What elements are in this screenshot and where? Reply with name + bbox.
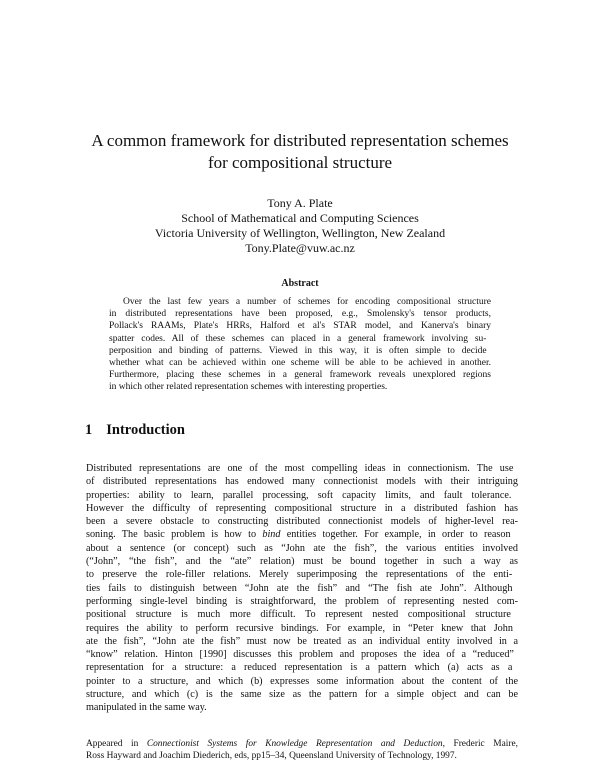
author-block: [60, 196, 540, 256]
intro-line: performing single-level binding is straightforward, the problem of representing nested com-: [86, 595, 518, 607]
intro-line: structure, and which (c) is the same size as the pattern for a simple object and can be: [86, 689, 518, 701]
abstract-line: in distributed representations have been proposed, e.g., Smolensky's tensor products,: [109, 309, 491, 320]
intro-line: “know” relation. Hinton [1990] discusses this problem and proposes the idea of a “reduced”: [86, 649, 514, 661]
intro-line: representation for a structure: a reduced representation is a pattern which (a) acts as a: [86, 662, 513, 674]
paper-title: [60, 130, 540, 174]
abstract-line: Pollack's RAAMs, Plate's HRRs, Halford et al's STAR model, and Kanerva's binary: [109, 321, 491, 332]
footnote-line: Appeared in Connectionist Systems for Knowledge Representation and Deduction, Frederic Maire,: [86, 739, 518, 749]
author-email: Tony.Plate@vuw.ac.nz: [245, 241, 355, 255]
affiliation-line: School of Mathematical and Computing Sciences: [181, 211, 419, 225]
intro-line: pointer to a structure, and which (b) expresses some information about the content of the: [86, 675, 518, 687]
section-number: 1: [85, 422, 93, 438]
abstract-line: in which other related representation schemes with interesting properties.: [109, 382, 388, 393]
intro-line: (“John”, “the fish”, and the “ate” relation) must be bound together in such a way as: [86, 556, 518, 568]
intro-line: to preserve the role-filler relations. Merely superimposing the representations of the enti-: [86, 569, 513, 581]
abstract-line: whether what can be achieved within one scheme will be able to be achieved in another.: [109, 358, 491, 369]
intro-line: ties fails to distinguish between “John ate the fish” and “The fish ate John”. Although: [86, 582, 513, 594]
abstract-body: [109, 296, 491, 394]
publication-footnote: [86, 738, 518, 762]
abstract-line: Furthermore, placing these schemes in a general framework reveals unexplored regions: [109, 370, 491, 381]
intro-line: manipulated in the same way.: [86, 702, 207, 714]
section-heading: [85, 422, 185, 439]
intro-line: ate the fish”, “John ate the fish” must now be treated as an individual entity involved in a: [86, 635, 518, 647]
intro-line: been a severe obstacle to constructing distributed connectionist models of higher-level rea-: [86, 516, 518, 528]
title-line: for compositional structure: [207, 153, 393, 172]
intro-line: positional structure is much more difficult. To represent nested compositional structure: [86, 609, 511, 621]
introduction-body: [86, 462, 518, 715]
footnote-line-emphasis: Connectionist Systems for Knowledge Representation and Deduction: [146, 739, 443, 749]
section-title: Introduction: [106, 422, 185, 438]
intro-line: requires the ability to perform recursive bindings. For example, in “Peter knew that John: [86, 622, 513, 634]
intro-line: However the difficulty of representing compositional structure in a distributed fashion has: [86, 502, 518, 514]
abstract-line: spatter codes. All of these schemes can placed in a general framework involving su-: [109, 333, 487, 344]
intro-line-emphasis: bind: [262, 529, 281, 541]
abstract-line: perposition and binding of patterns. Viewed in this way, it is often simple to decide: [109, 345, 487, 356]
abstract-heading: Abstract: [281, 278, 319, 289]
intro-line: soning. The basic problem is how to bind entities together. For example, in order to reason: [86, 529, 511, 541]
footnote-line: Ross Hayward and Joachim Diederich, eds, pp15–34, Queensland University of Technology, 1997.: [86, 751, 457, 762]
intro-line: of distributed representations has endowed many connectionist models with their intriguing: [86, 476, 518, 488]
intro-line: Distributed representations are one of the most compelling ideas in connectionism. The use: [86, 463, 514, 474]
affiliation-line: Victoria University of Wellington, Wellington, New Zealand: [154, 226, 446, 240]
intro-line: about a sentence (or concept) such as “John ate the fish”, the various entities involved: [86, 542, 518, 554]
author-name: Tony A. Plate: [267, 196, 333, 210]
title-line: A common framework for distributed representation schemes: [91, 131, 509, 150]
intro-line: properties: ability to learn, parallel processing, soft capacity limits, and fault tolerance.: [86, 489, 512, 501]
abstract-line: Over the last few years a number of schemes for encoding compositional structure: [123, 297, 491, 307]
